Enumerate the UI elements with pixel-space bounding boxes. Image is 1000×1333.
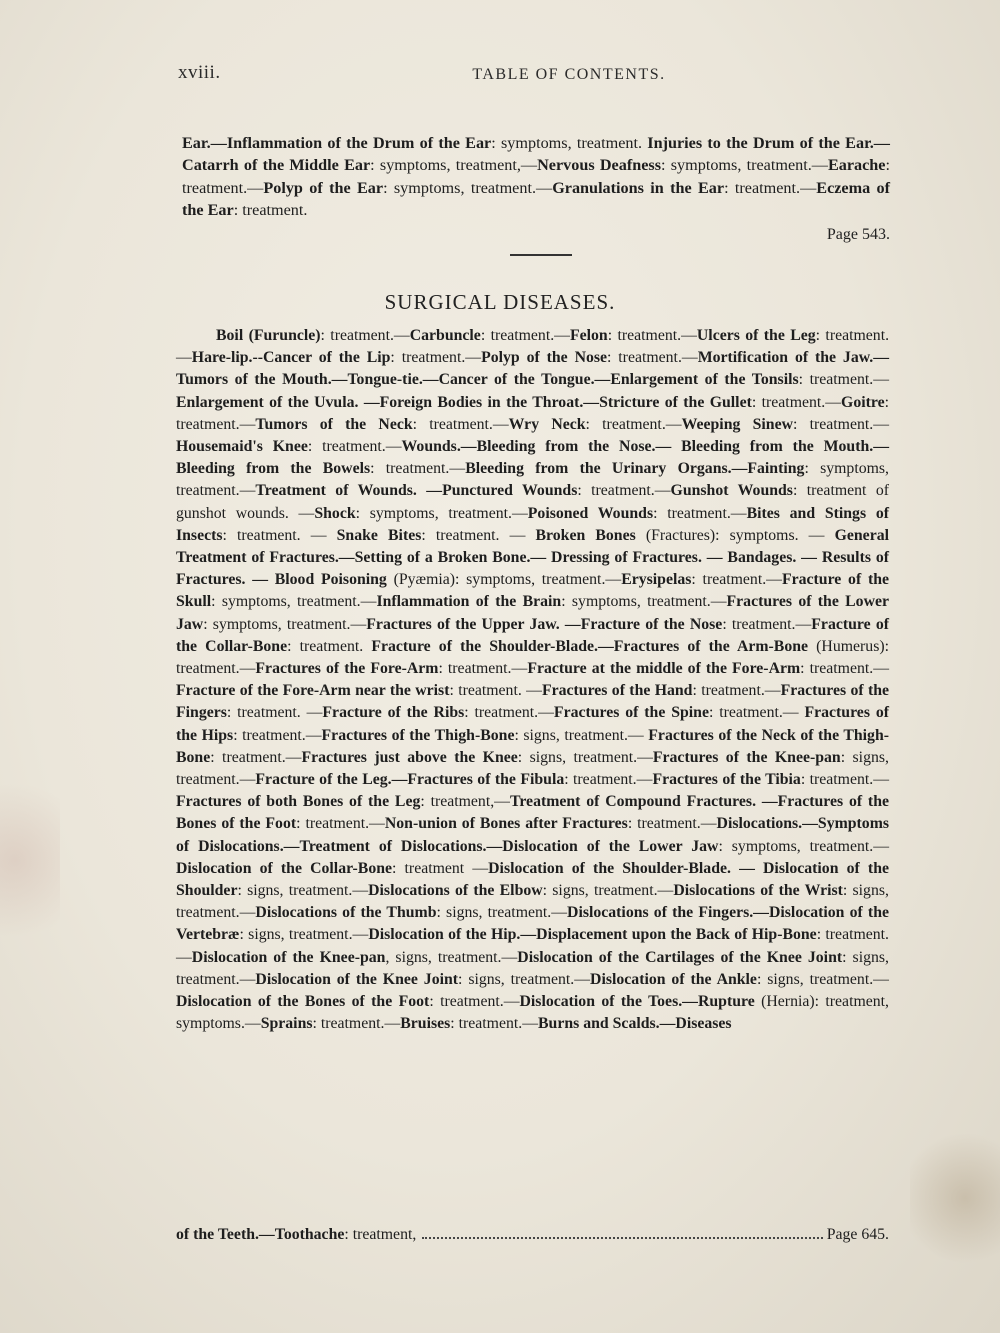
final-entry-title: of the Teeth.—Toothache — [176, 1226, 345, 1243]
paper-stain — [0, 760, 60, 960]
section-title: SURGICAL DISEASES. — [384, 290, 616, 314]
page-number: xviii. — [178, 62, 221, 83]
page-header — [178, 62, 890, 92]
surgical-diseases-entry: Boil (Furuncle): treatment.—Carbuncle: treatment.—Felon: treatment.—Ulcers of the Leg: treatment.—Hare-lip.--Cancer of the Lip: treatment.—Polyp of the Nose: treatment.—Mortification of the Jaw.—Tumors of the Mouth.—Tongue-tie.—Cancer of the Tongue.—Enlargement of the Tonsils: treatment.—Enlargement of the Uvula. —Foreign Bodies in the Throat.—Stricture of the Gullet: treatment.—Goitre: treatment.—Tumors of the Neck: treatment.—Wry Neck: treatment.—Weeping Sinew: treatment.—Housemaid's Knee: treatment.—Wounds.—Bleeding from the Nose.— Bleeding from the Mouth.—Bleeding from the Bowels: treatment.—Bleeding from the Urinary Organs.—Fainting: symptoms, treatment.—Treatment of Wounds. —Punctured Wounds: treatment.—Gunshot Wounds: treatment of gunshot wounds. —Shock: symptoms, treatment.—Poisoned Wounds: treatment.—Bites and Stings of Insects: treatment. — Snake Bites: treatment. — Broken Bones (Fractures): symptoms. — General Treatment of Fractures.—Setting of a Broken Bone.— Dressing of Fractures. — Bandages. — Results of Fractures. — Blood Poisoning (Pyæmia): symptoms, treatment.—Erysipelas: treatment.—Fracture of the Skull: symptoms, treatment.—Inflammation of the Brain: symptoms, treatment.—Fractures of the Lower Jaw: symptoms, treatment.—Fractures of the Upper Jaw. —Fracture of the Nose: treatment.—Fracture of the Collar-Bone: treatment. Fracture of the Shoulder-Blade.—Fractures of the Arm-Bone (Humerus): treatment.—Fractures of the Fore-Arm: treatment.—Fracture at the middle of the Fore-Arm: treatment.—Fracture of the Fore-Arm near the wrist: treatment. —Fractures of the Hand: treatment.—Fractures of the Fingers: treatment. —Fracture of the Ribs: treatment.—Fractures of the Spine: treatment.— Fractures of the Hips: treatment.—Fractures of the Thigh-Bone: signs, treatment.— Fractures of the Neck of the Thigh-Bone: treatment.—Fractures just above the Knee: signs, treatment.—Fractures of the Knee-pan: signs, treatment.—Fracture of the Leg.—Fractures of the Fibula: treatment.—Fractures of the Tibia: treatment.— Fractures of both Bones of the Leg: treatment,—Treatment of Compound Fractures. —Fractures of the Bones of the Foot: treatment.—Non-union of Bones after Fractures: treatment.—Dislocations.—Symptoms of Dislocations.—Treatment of Dislocations.—Dislocation of the Lower Jaw: symptoms, treatment.—Dislocation of the Collar-Bone: treatment —Dislocation of the Shoulder-Blade. — Dislocation of the Shoulder: signs, treatment.—Dislocations of the Elbow: signs, treatment.—Dislocations of the Wrist: signs, treatment.—Dislocations of the Thumb: signs, treatment.—Dislocations of the Fingers.—Dislocation of the Vertebræ: signs, treatment.—Dislocation of the Hip.—Displacement upon the Back of Hip-Bone: treatment.—Dislocation of the Knee-pan, signs, treatment.—Dislocation of the Cartilages of the Knee Joint: signs, treatment.—Dislocation of the Knee Joint: signs, treatment.—Dislocation of the Ankle: signs, treatment.—Dislocation of the Bones of the Foot: treatment.—Dislocation of the Toes.—Rupture (Hernia): treatment, symptoms.—Sprains: treatment.—Bruises: treatment.—Burns and Scalds.—Diseases — [176, 327, 890, 1033]
ear-page-reference: Page 543. — [826, 226, 890, 243]
paper-stain — [910, 1123, 1000, 1273]
section-divider — [510, 254, 572, 256]
final-entry-text: : treatment, — [344, 1226, 417, 1243]
ear-diseases-entry: Ear.—Inflammation of the Drum of the Ear: symptoms, treatment. Injuries to the Drum of the Ear.—Catarrh of the Middle Ear: symptoms, treatment,—Nervous Deafness: symptoms, treatment.—Earache: treatment.—Polyp of the Ear: symptoms, treatment.—Granulations in the Ear: treatment.—Eczema of the Ear: treatment. — [182, 134, 891, 219]
dot-leader — [422, 1237, 822, 1239]
final-entry-line — [176, 1226, 889, 1250]
surgical-page-reference: Page 645. — [826, 1226, 889, 1243]
running-title: TABLE OF CONTENTS. — [472, 66, 666, 83]
